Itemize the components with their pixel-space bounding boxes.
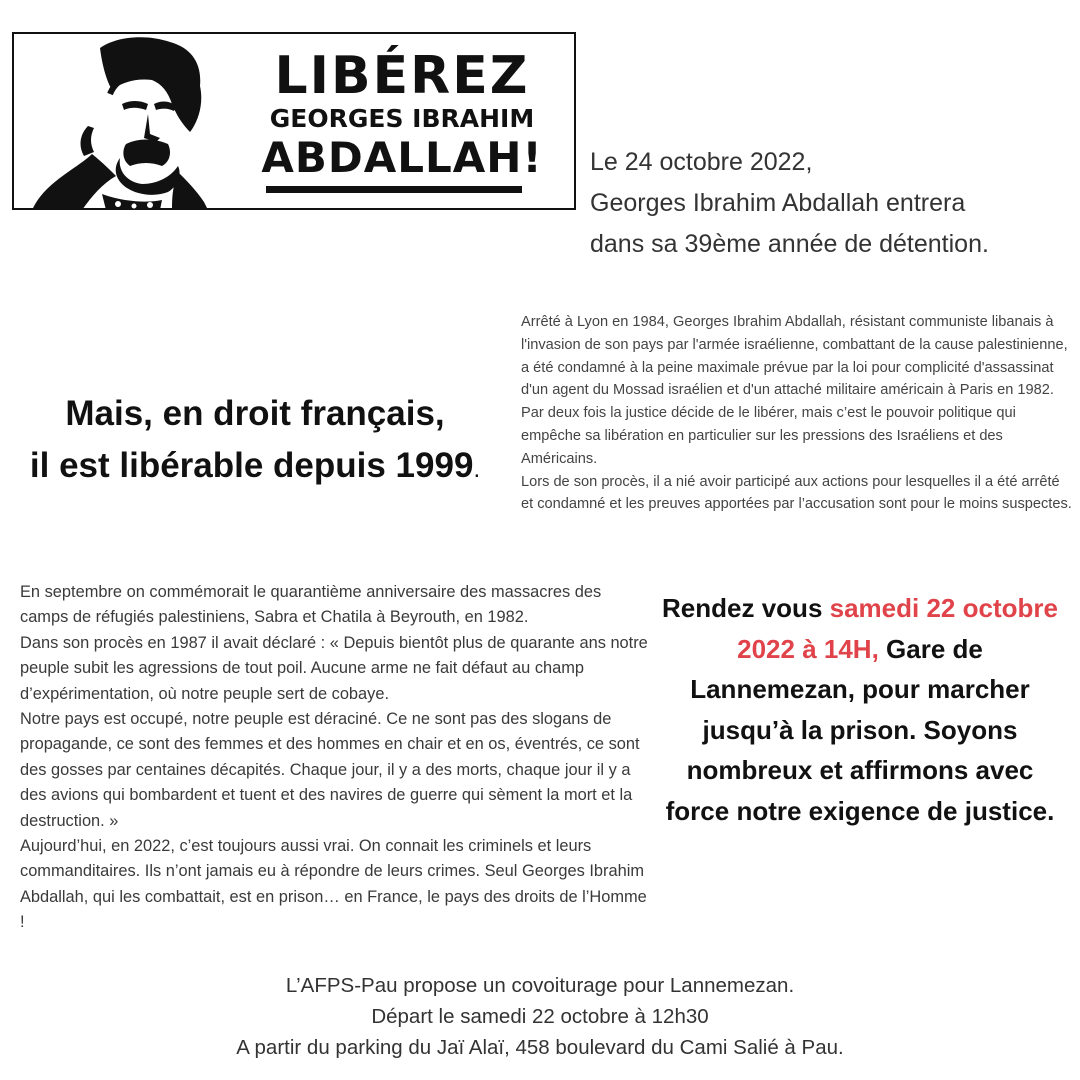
- intro-line-2: Georges Ibrahim Abdallah entrera: [590, 189, 966, 217]
- history-paragraph-4: Aujourd’hui, en 2022, c’est toujours aussi vrai. On connait les criminels et leurs commanditaires. Ils n’ont jamais eu à répondre de leurs crimes. Seul Georges Ibrahim Abdallah, qui les combattait, est en prison… en France, le pays des droits de l’Homme !: [20, 837, 647, 932]
- banner-title-line-2: GEORGES IBRAHIM: [269, 104, 535, 133]
- history-paragraph-2: Dans son procès en 1987 il avait déclaré : « Depuis bientôt plus de quarante ans notre peuple subit les agressions de tout poil. Aucune arme ne fait défaut au champ d’expérimentation, où notre peuple sert de cobaye.: [20, 633, 648, 703]
- rendezvous-callout: [660, 588, 1060, 831]
- history-paragraph-1: En septembre on commémorait le quarantième anniversaire des massacres des camps de réfugiés palestiniens, Sabra et Chatila à Beyrouth, en 1982.: [20, 583, 602, 627]
- carpool-line-3: A partir du parking du Jaï Alaï, 458 boulevard du Cami Salié à Pau.: [236, 1036, 844, 1059]
- liberez-banner: [12, 32, 576, 210]
- claim-punctuation: .: [473, 456, 481, 483]
- rdv-lead: Rendez vous: [662, 593, 823, 623]
- rdv-details: Gare de Lannemezan, pour marcher jusqu’à la prison. Soyons nombreux et affirmons avec force notre exigence de justice.: [665, 633, 1055, 826]
- banner-title: [252, 48, 552, 182]
- facts-paragraph-2: Par deux fois la justice décide de le libérer, mais c’est le pouvoir politique qui empêche sa libération en particulier sur les pressions des Israéliens et des Américains.: [521, 405, 1016, 467]
- facts-paragraphs: [521, 311, 1073, 516]
- intro-line-3: dans sa 39ème année de détention.: [590, 230, 989, 258]
- carpool-line-1: L’AFPS-Pau propose un covoiturage pour Lannemezan.: [285, 974, 795, 997]
- rdv-date: samedi 22 octobre 2022 à 14H,: [737, 593, 1058, 664]
- claim-line-2: il est libérable depuis 1999: [29, 446, 474, 485]
- stencil-portrait-icon: [22, 34, 222, 210]
- facts-paragraph-3: Lors de son procès, il a nié avoir participé aux actions pour lesquelles il a été arrêté et condamné et les preuves apportées par l’accusation sont pour le moins suspectes.: [521, 473, 1072, 513]
- release-claim-heading: [0, 388, 510, 496]
- history-paragraphs: [20, 580, 650, 936]
- facts-paragraph-1: Arrêté à Lyon en 1984, Georges Ibrahim Abdallah, résistant communiste libanais à l'invasion de son pays par l'armée israélienne, combattant de la cause palestinienne, a été condamné à la peine maximale prévue par la loi pour complicité d'assassinat d'un agent du Mossad israélien et d'un attaché militaire américain à Paris en 1982.: [521, 314, 1068, 399]
- intro-text: [590, 142, 1070, 265]
- carpool-info: [0, 970, 1080, 1063]
- banner-title-line-1: LIBÉREZ: [274, 46, 530, 106]
- banner-title-line-3: ABDALLAH!: [261, 133, 543, 182]
- carpool-line-2: Départ le samedi 22 octobre à 12h30: [371, 1005, 709, 1028]
- history-paragraph-3: Notre pays est occupé, notre peuple est déraciné. Ce ne sont pas des slogans de propagande, ce sont des femmes et des hommes en chair et en os, éventrés, ce sont des gosses par centaines décapités. Chaque jour, il y a des morts, chaque jour il y a des avions qui bombardent et tuent et des navires de guerre qui sèment la mort et la destruction. »: [20, 710, 640, 830]
- banner-underline: [266, 186, 522, 193]
- intro-line-1: Le 24 octobre 2022,: [590, 148, 813, 176]
- claim-line-1: Mais, en droit français,: [65, 394, 445, 433]
